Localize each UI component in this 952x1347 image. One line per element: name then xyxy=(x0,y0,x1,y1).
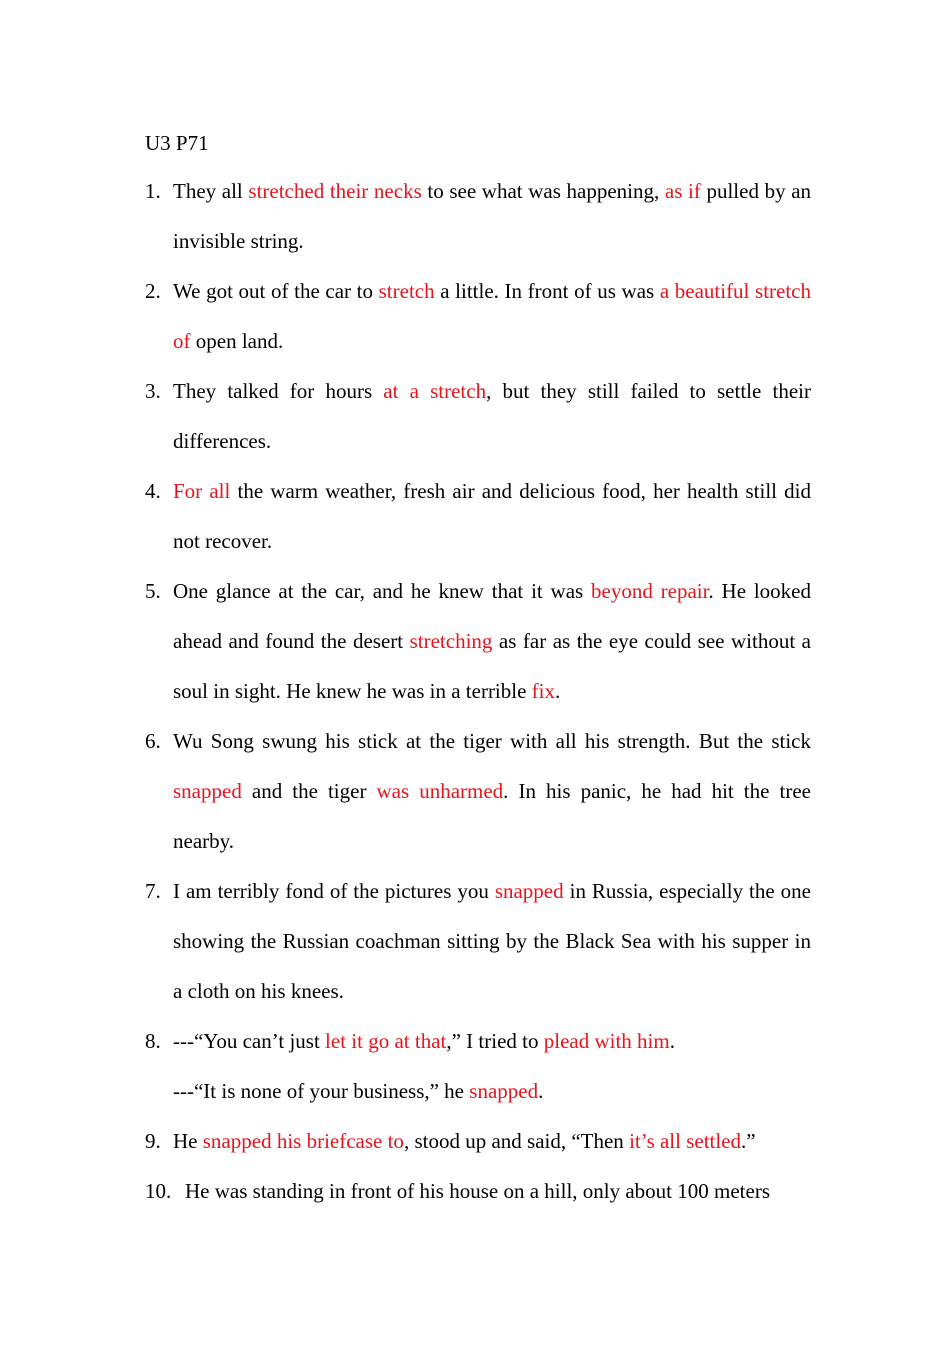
item-number: 4. xyxy=(145,479,161,503)
highlighted-phrase: stretched their necks xyxy=(248,179,422,203)
page-heading: U3 P71 xyxy=(145,131,209,155)
text-segment: , but they still failed to settle their differences. xyxy=(173,379,811,453)
text-segment: . xyxy=(669,1029,675,1053)
item-text xyxy=(173,716,811,866)
highlighted-phrase: snapped xyxy=(494,879,564,903)
text-segment: They talked for hours xyxy=(173,379,384,403)
text-segment: Wu Song swung his stick at the tiger with all his strength. But the stick xyxy=(173,729,811,753)
text-segment: ---“You can’t just xyxy=(173,1029,326,1053)
text-segment: and the tiger xyxy=(241,779,377,803)
item-number: 10. xyxy=(145,1179,172,1203)
dialogue-line xyxy=(173,1066,811,1116)
highlighted-phrase: a beautiful stretch of xyxy=(173,279,811,353)
highlighted-phrase: let it go at that xyxy=(325,1029,447,1053)
highlighted-phrase: fix xyxy=(531,679,555,703)
text-segment: I am terribly fond of the pictures you xyxy=(173,879,495,903)
item-text xyxy=(173,466,811,566)
highlighted-phrase: plead with him xyxy=(543,1029,670,1053)
text-segment: . In his panic, he had hit the tree nearby. xyxy=(173,779,811,853)
text-segment: He xyxy=(173,1129,203,1153)
text-segment: ,” I tried to xyxy=(446,1029,544,1053)
highlighted-phrase: as if xyxy=(664,179,701,203)
item-number: 8. xyxy=(145,1029,161,1053)
item-text xyxy=(173,1016,811,1116)
text-segment: . He looked ahead and found the desert xyxy=(173,579,811,653)
text-segment: to see what was happening, xyxy=(421,179,665,203)
text-segment: open land. xyxy=(190,329,284,353)
item-text xyxy=(173,866,811,1016)
text-segment: a little. In front of us was xyxy=(434,279,660,303)
item-text xyxy=(173,366,811,466)
highlighted-phrase: snapped his briefcase to xyxy=(202,1129,404,1153)
text-segment: We got out of the car to xyxy=(173,279,379,303)
highlighted-phrase: at a stretch xyxy=(383,379,487,403)
item-text xyxy=(173,566,811,716)
highlighted-phrase: For all xyxy=(173,479,231,503)
text-segment: , stood up and said, “Then xyxy=(403,1129,630,1153)
dialogue-line xyxy=(173,1016,811,1066)
item-number: 7. xyxy=(145,879,161,903)
text-segment: in Russia, especially the one showing the Russian coachman sitting by the Black Sea with his supper in a cloth on his knees. xyxy=(173,879,811,1003)
text-segment: They all xyxy=(173,179,249,203)
highlighted-phrase: it’s all settled xyxy=(629,1129,742,1153)
highlighted-phrase: snapped xyxy=(173,779,242,803)
text-segment: . xyxy=(555,679,561,703)
text-segment: .” xyxy=(741,1129,756,1153)
text-segment: as far as the eye could see without a soul in sight. He knew he was in a terrible xyxy=(173,629,811,703)
text-segment: He was standing in front of his house on a hill, only about 100 meters xyxy=(185,1179,770,1203)
item-text xyxy=(173,1116,811,1166)
item-text xyxy=(173,166,811,266)
highlighted-phrase: stretching xyxy=(409,629,493,653)
highlighted-phrase: stretch xyxy=(378,279,435,303)
text-segment: pulled by an invisible string. xyxy=(173,179,812,253)
item-text xyxy=(173,266,811,366)
item-number: 9. xyxy=(145,1129,161,1153)
highlighted-phrase: snapped xyxy=(469,1079,539,1103)
highlighted-phrase: beyond repair xyxy=(591,579,709,603)
item-number: 2. xyxy=(145,279,161,303)
text-segment: ---“It is none of your business,” he xyxy=(173,1079,470,1103)
item-number: 1. xyxy=(145,179,161,203)
item-number: 3. xyxy=(145,379,161,403)
text-segment: the warm weather, fresh air and delicious food, her health still did not recover. xyxy=(173,479,812,553)
text-segment: . xyxy=(538,1079,544,1103)
highlighted-phrase: was unharmed xyxy=(376,779,504,803)
item-number: 6. xyxy=(145,729,161,753)
text-segment: One glance at the car, and he knew that it was xyxy=(173,579,592,603)
item-number: 5. xyxy=(145,579,161,603)
item-text xyxy=(185,1166,811,1216)
